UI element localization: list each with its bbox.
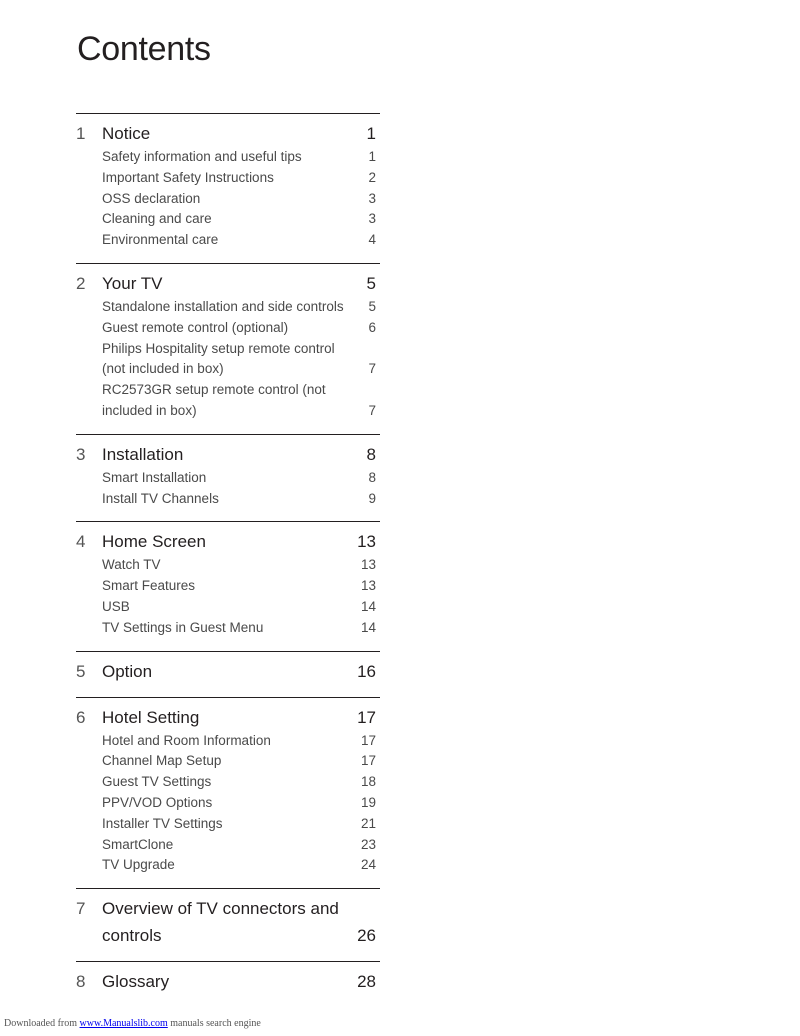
subentry-title: Channel Map Setup <box>102 753 222 769</box>
toc-subentry[interactable] <box>76 147 380 168</box>
toc-section <box>76 651 380 685</box>
subentry-page-number: 21 <box>360 815 376 831</box>
subentry-title: OSS declaration <box>102 190 201 206</box>
chapter-number: 6 <box>76 707 86 727</box>
toc-subentry[interactable] <box>76 209 380 230</box>
subentry-page-number: 24 <box>360 857 376 873</box>
toc-section <box>76 697 380 877</box>
download-footer <box>4 1018 261 1029</box>
toc-subentry[interactable] <box>76 168 380 189</box>
footer-suffix: manuals search engine <box>167 1018 261 1029</box>
toc-section <box>76 263 380 422</box>
subentry-page-number: 23 <box>360 836 376 852</box>
chapter-page-number: 8 <box>366 444 376 464</box>
subentry-page-number: 7 <box>368 361 376 377</box>
subentry-title: Install TV Channels <box>102 490 219 506</box>
subentry-title: Smart Installation <box>102 469 207 485</box>
toc-section <box>76 434 380 510</box>
subentry-page-number: 2 <box>368 169 376 185</box>
subentry-title: Environmental care <box>102 232 219 248</box>
subentry-title: PPV/VOD Options <box>102 794 213 810</box>
subentry-page-number: 18 <box>360 774 376 790</box>
subentry-title: Installer TV Settings <box>102 815 223 831</box>
subentry-title: Watch TV <box>102 557 161 573</box>
subentry-page-number: 9 <box>368 490 376 506</box>
chapter-number: 2 <box>76 273 86 293</box>
subentry-page-number: 6 <box>368 319 376 335</box>
page-title: Contents <box>77 30 211 68</box>
subentry-title: TV Settings in Guest Menu <box>102 619 264 635</box>
chapter-title: Overview of TV connectors and controls <box>102 899 339 946</box>
chapter-page-number: 17 <box>357 707 376 727</box>
subentry-page-number: 7 <box>368 402 376 418</box>
toc-chapter-entry[interactable] <box>76 704 380 731</box>
subentry-page-number: 14 <box>360 598 376 614</box>
chapter-title: Glossary <box>102 972 170 992</box>
toc-subentry[interactable] <box>76 339 380 381</box>
chapter-number: 4 <box>76 532 86 552</box>
chapter-number: 8 <box>76 972 86 992</box>
toc-subentry[interactable] <box>76 230 380 251</box>
chapter-page-number: 5 <box>366 273 376 293</box>
toc-subentry[interactable] <box>76 555 380 576</box>
subentry-page-number: 3 <box>368 211 376 227</box>
toc-section <box>76 888 380 949</box>
subentry-page-number: 5 <box>368 298 376 314</box>
toc-subentry[interactable] <box>76 576 380 597</box>
manualslib-link[interactable]: www.Manualslib.com <box>79 1018 168 1029</box>
toc-subentry[interactable] <box>76 468 380 489</box>
subentry-page-number: 14 <box>360 619 376 635</box>
chapter-number: 7 <box>76 899 86 919</box>
chapter-title: Notice <box>102 124 151 143</box>
toc-subentry[interactable] <box>76 618 380 639</box>
chapter-number: 1 <box>76 124 86 143</box>
subentry-title: TV Upgrade <box>102 857 175 873</box>
toc-subentry[interactable] <box>76 380 380 422</box>
chapter-number: 5 <box>76 661 86 681</box>
subentry-title: Important Safety Instructions <box>102 169 274 185</box>
chapter-page-number: 28 <box>357 972 376 992</box>
subentry-page-number: 4 <box>368 232 376 248</box>
toc-subentry[interactable] <box>76 855 380 876</box>
chapter-page-number: 13 <box>357 532 376 552</box>
chapter-title: Home Screen <box>102 532 206 552</box>
subentry-title: Safety information and useful tips <box>102 149 302 164</box>
subentry-page-number: 8 <box>368 469 376 485</box>
toc-subentry[interactable] <box>76 814 380 835</box>
toc-subentry[interactable] <box>76 597 380 618</box>
toc-subentry[interactable] <box>76 772 380 793</box>
subentry-title: Cleaning and care <box>102 211 212 227</box>
chapter-page-number: 26 <box>357 926 376 946</box>
subentry-title: USB <box>102 598 130 614</box>
subentry-title: RC2573GR setup remote control (not included in box) <box>102 382 326 418</box>
subentry-page-number: 13 <box>360 557 376 573</box>
chapter-page-number: 1 <box>366 124 376 143</box>
toc-subentry[interactable] <box>76 489 380 510</box>
footer-prefix: Downloaded from <box>4 1018 80 1029</box>
subentry-title: Guest TV Settings <box>102 774 212 790</box>
chapter-title: Installation <box>102 444 184 464</box>
subentry-page-number: 19 <box>360 794 376 810</box>
toc-subentry[interactable] <box>76 731 380 752</box>
chapter-title: Option <box>102 661 153 681</box>
toc-section <box>76 961 380 995</box>
toc-subentry[interactable] <box>76 189 380 210</box>
subentry-page-number: 17 <box>360 732 376 748</box>
toc-subentry[interactable] <box>76 835 380 856</box>
subentry-title: Hotel and Room Information <box>102 732 271 748</box>
toc-chapter-entry[interactable] <box>76 528 380 555</box>
toc-section <box>76 113 380 251</box>
toc-subentry[interactable] <box>76 793 380 814</box>
subentry-title: Standalone installation and side controls <box>102 298 344 314</box>
subentry-page-number: 13 <box>360 578 376 594</box>
chapter-title: Your TV <box>102 273 163 293</box>
chapter-number: 3 <box>76 444 86 464</box>
toc-subentry[interactable] <box>76 751 380 772</box>
subentry-page-number: 17 <box>360 753 376 769</box>
table-of-contents <box>76 113 380 1007</box>
toc-section <box>76 521 380 638</box>
toc-chapter-entry[interactable] <box>76 120 380 147</box>
subentry-page-number: 3 <box>368 190 376 206</box>
toc-subentry[interactable] <box>76 318 380 339</box>
subentry-title: Smart Features <box>102 578 196 594</box>
subentry-page-number: 1 <box>368 149 376 164</box>
chapter-title: Hotel Setting <box>102 707 200 727</box>
toc-subentry[interactable] <box>76 297 380 318</box>
toc-chapter-entry[interactable] <box>76 441 380 468</box>
subentry-title: Guest remote control (optional) <box>102 319 289 335</box>
chapter-page-number: 16 <box>357 661 376 681</box>
toc-chapter-entry[interactable] <box>76 270 380 297</box>
toc-chapter-entry[interactable] <box>76 968 380 995</box>
subentry-title: SmartClone <box>102 836 174 852</box>
toc-chapter-entry[interactable] <box>76 895 380 949</box>
toc-chapter-entry[interactable] <box>76 658 380 685</box>
subentry-title: Philips Hospitality setup remote control (not included in box) <box>102 340 335 377</box>
